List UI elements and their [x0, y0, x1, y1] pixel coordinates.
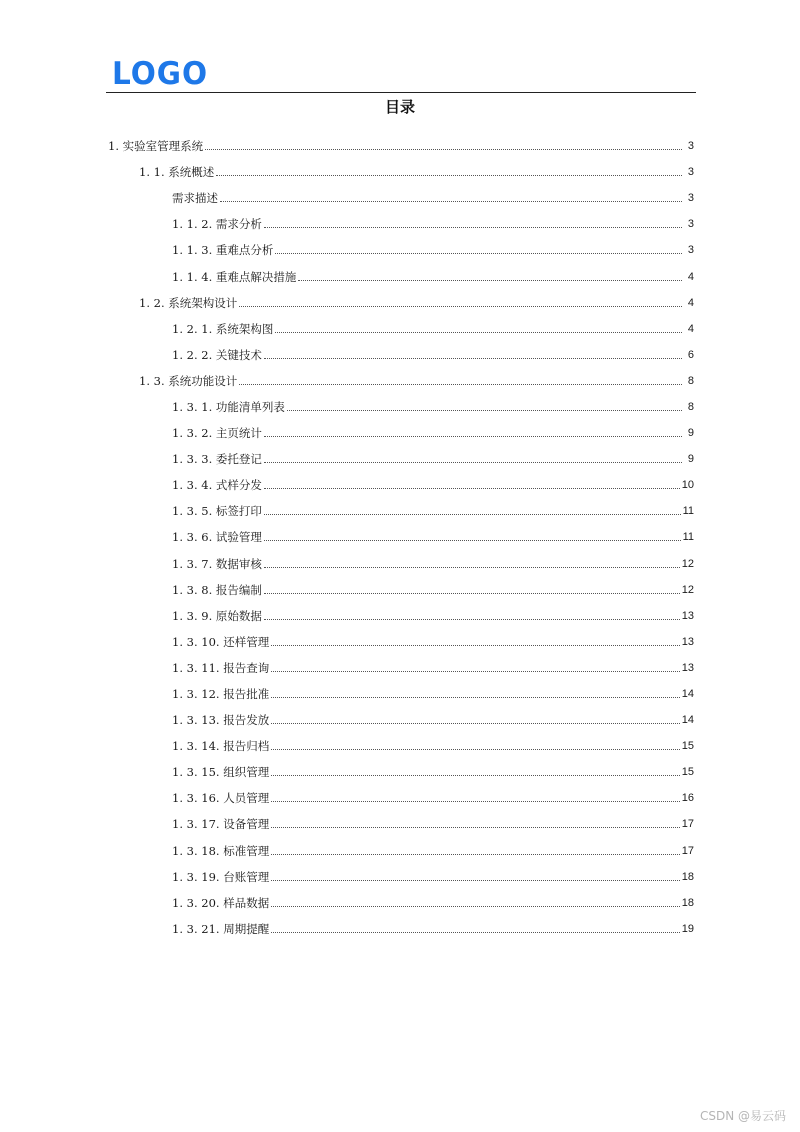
- toc-dot-leader: [239, 293, 682, 313]
- toc-entry[interactable]: [0, 629, 800, 655]
- header-divider: [106, 92, 696, 93]
- toc-entry-page-number: 11: [682, 505, 694, 518]
- toc-entry[interactable]: [0, 890, 800, 916]
- toc-dot-leader: [298, 267, 682, 287]
- logo-text: LOGO: [112, 56, 208, 88]
- toc-entry[interactable]: [0, 577, 800, 603]
- toc-entry-page-number: 14: [681, 714, 694, 727]
- toc-entry-label: 1. 3. 3. 委托登记: [172, 452, 262, 467]
- toc-dot-leader: [271, 762, 680, 782]
- watermark: CSDN @易云码: [699, 1109, 786, 1123]
- toc-entry-label: 1. 3. 4. 式样分发: [172, 478, 262, 493]
- toc-entry-label: 1. 3. 21. 周期提醒: [172, 921, 270, 936]
- toc-entry-label: 1. 3. 13. 报告发放: [172, 713, 270, 728]
- toc-entry-label: 1. 3. 18. 标准管理: [172, 843, 270, 858]
- toc-entry-label: 1. 3. 5. 标签打印: [172, 504, 262, 519]
- toc-dot-leader: [264, 475, 680, 495]
- toc-entry-page-number: 10: [681, 479, 694, 492]
- toc-entry-page-number: 3: [687, 166, 694, 179]
- toc-entry-label: 1. 3. 16. 人员管理: [172, 791, 270, 806]
- toc-entry-page-number: 13: [681, 635, 694, 648]
- toc-entry-label: 1. 1. 3. 重难点分析: [172, 243, 274, 258]
- toc-entry-page-number: 9: [687, 453, 694, 466]
- toc-entry-label: 1. 3. 17. 设备管理: [172, 817, 270, 832]
- toc-entry-page-number: 13: [681, 609, 694, 622]
- toc-dot-leader: [271, 710, 680, 730]
- toc-entry-label: 1. 3. 2. 主页统计: [172, 426, 262, 441]
- toc-dot-leader: [287, 397, 682, 417]
- toc-dot-leader: [239, 371, 682, 391]
- toc-entry[interactable]: [0, 838, 800, 864]
- toc-entry-page-number: 13: [681, 661, 694, 674]
- toc-dot-leader: [271, 867, 680, 887]
- toc-entry-label: 1. 2. 系统架构设计: [139, 295, 238, 310]
- toc-entry-label: 1. 1. 2. 需求分析: [172, 217, 262, 232]
- toc-entry-label: 1. 3. 9. 原始数据: [172, 608, 262, 623]
- toc-entry-label: 1. 3. 6. 试验管理: [172, 530, 262, 545]
- toc-entry-page-number: 18: [681, 870, 694, 883]
- toc-dot-leader: [275, 319, 682, 339]
- toc-dot-leader: [216, 162, 682, 182]
- toc-dot-leader: [271, 684, 680, 704]
- toc-entry-page-number: 14: [681, 688, 694, 701]
- toc-entry-page-number: 4: [687, 270, 694, 283]
- toc-dot-leader: [271, 788, 680, 808]
- toc-entry-page-number: 4: [687, 322, 694, 335]
- toc-entry-label: 1. 3. 8. 报告编制: [172, 582, 262, 597]
- toc-dot-leader: [271, 841, 680, 861]
- toc-entry-label: 1. 2. 2. 关键技术: [172, 347, 262, 362]
- toc-dot-leader: [271, 893, 680, 913]
- toc-dot-leader: [264, 606, 680, 626]
- toc-entry[interactable]: [0, 681, 800, 707]
- toc-entry[interactable]: [0, 185, 800, 211]
- toc-dot-leader: [264, 554, 680, 574]
- toc-entry[interactable]: [0, 290, 800, 316]
- toc-entry[interactable]: [0, 655, 800, 681]
- toc-entry-label: 1. 3. 7. 数据审核: [172, 556, 262, 571]
- toc-entry-label: 1. 3. 20. 样品数据: [172, 895, 270, 910]
- toc-entry-page-number: 12: [681, 557, 694, 570]
- toc-entry[interactable]: [0, 211, 800, 237]
- toc-entry-label: 1. 1. 4. 重难点解决措施: [172, 269, 297, 284]
- toc-dot-leader: [264, 527, 681, 547]
- toc-title: 目录: [384, 98, 415, 116]
- toc-entry-label: 1. 2. 1. 系统架构图: [172, 321, 274, 336]
- toc-dot-leader: [220, 188, 682, 208]
- toc-dot-leader: [271, 658, 680, 678]
- toc-entry-page-number: 4: [687, 296, 694, 309]
- toc-entry-label: 1. 3. 12. 报告批准: [172, 687, 270, 702]
- toc-entry-label: 1. 3. 10. 还样管理: [172, 634, 270, 649]
- toc-entry[interactable]: [0, 420, 800, 446]
- toc-dot-leader: [271, 919, 680, 939]
- toc-entry-label: 1. 3. 15. 组织管理: [172, 765, 270, 780]
- toc-entry-label: 1. 3. 19. 台账管理: [172, 869, 270, 884]
- toc-entry[interactable]: [0, 603, 800, 629]
- toc-entry[interactable]: [0, 472, 800, 498]
- toc-entry-page-number: 18: [681, 896, 694, 909]
- toc-entry-label: 1. 3. 系统功能设计: [139, 373, 238, 388]
- toc-entry-page-number: 15: [681, 766, 694, 779]
- toc-entry-page-number: 12: [681, 583, 694, 596]
- toc-entry-label: 需求描述: [172, 191, 218, 206]
- toc-entry-page-number: 19: [681, 922, 694, 935]
- toc-entry[interactable]: [0, 551, 800, 577]
- toc-entry[interactable]: [0, 133, 800, 159]
- toc-entry[interactable]: [0, 394, 800, 420]
- toc-entry-page-number: 3: [687, 192, 694, 205]
- toc-dot-leader: [271, 632, 680, 652]
- toc-entry-page-number: 3: [687, 244, 694, 257]
- toc-entry[interactable]: [0, 785, 800, 811]
- toc-entry-label: 1. 3. 1. 功能清单列表: [172, 399, 285, 414]
- toc-entry-page-number: 15: [681, 740, 694, 753]
- toc-entry[interactable]: [0, 342, 800, 368]
- toc-entry-label: 1. 实验室管理系统: [108, 139, 204, 154]
- toc-entry-page-number: 17: [681, 818, 694, 831]
- toc-entry[interactable]: [0, 446, 800, 472]
- toc-entry-label: 1. 3. 14. 报告归档: [172, 739, 270, 754]
- toc-dot-leader: [264, 501, 681, 521]
- table-of-contents: [0, 133, 800, 942]
- toc-entry-page-number: 17: [681, 844, 694, 857]
- toc-entry-page-number: 8: [687, 400, 694, 413]
- toc-dot-leader: [264, 214, 682, 234]
- toc-entry[interactable]: [0, 316, 800, 342]
- toc-dot-leader: [264, 580, 680, 600]
- toc-entry[interactable]: [0, 524, 800, 550]
- toc-dot-leader: [275, 240, 682, 260]
- toc-entry-page-number: 9: [687, 427, 694, 440]
- toc-entry-page-number: 8: [687, 374, 694, 387]
- toc-entry[interactable]: [0, 237, 800, 263]
- toc-entry[interactable]: [0, 811, 800, 837]
- toc-dot-leader: [264, 423, 682, 443]
- toc-entry-label: 1. 3. 11. 报告查询: [172, 660, 270, 675]
- toc-entry[interactable]: [0, 864, 800, 890]
- toc-entry-page-number: 6: [687, 348, 694, 361]
- toc-entry[interactable]: [0, 368, 800, 394]
- toc-entry[interactable]: [0, 498, 800, 524]
- logo: [112, 56, 212, 88]
- toc-entry[interactable]: [0, 733, 800, 759]
- toc-dot-leader: [271, 736, 680, 756]
- toc-entry-page-number: 16: [681, 792, 694, 805]
- toc-entry[interactable]: [0, 916, 800, 942]
- toc-dot-leader: [264, 449, 682, 469]
- toc-dot-leader: [271, 814, 680, 834]
- toc-dot-leader: [264, 345, 682, 365]
- toc-entry-page-number: 11: [682, 531, 694, 544]
- toc-dot-leader: [205, 136, 682, 156]
- toc-entry[interactable]: [0, 759, 800, 785]
- toc-entry[interactable]: [0, 707, 800, 733]
- toc-entry[interactable]: [0, 159, 800, 185]
- toc-entry-page-number: 3: [687, 218, 694, 231]
- toc-entry-label: 1. 1. 系统概述: [139, 165, 215, 180]
- toc-entry[interactable]: [0, 263, 800, 289]
- toc-entry-page-number: 3: [687, 140, 694, 153]
